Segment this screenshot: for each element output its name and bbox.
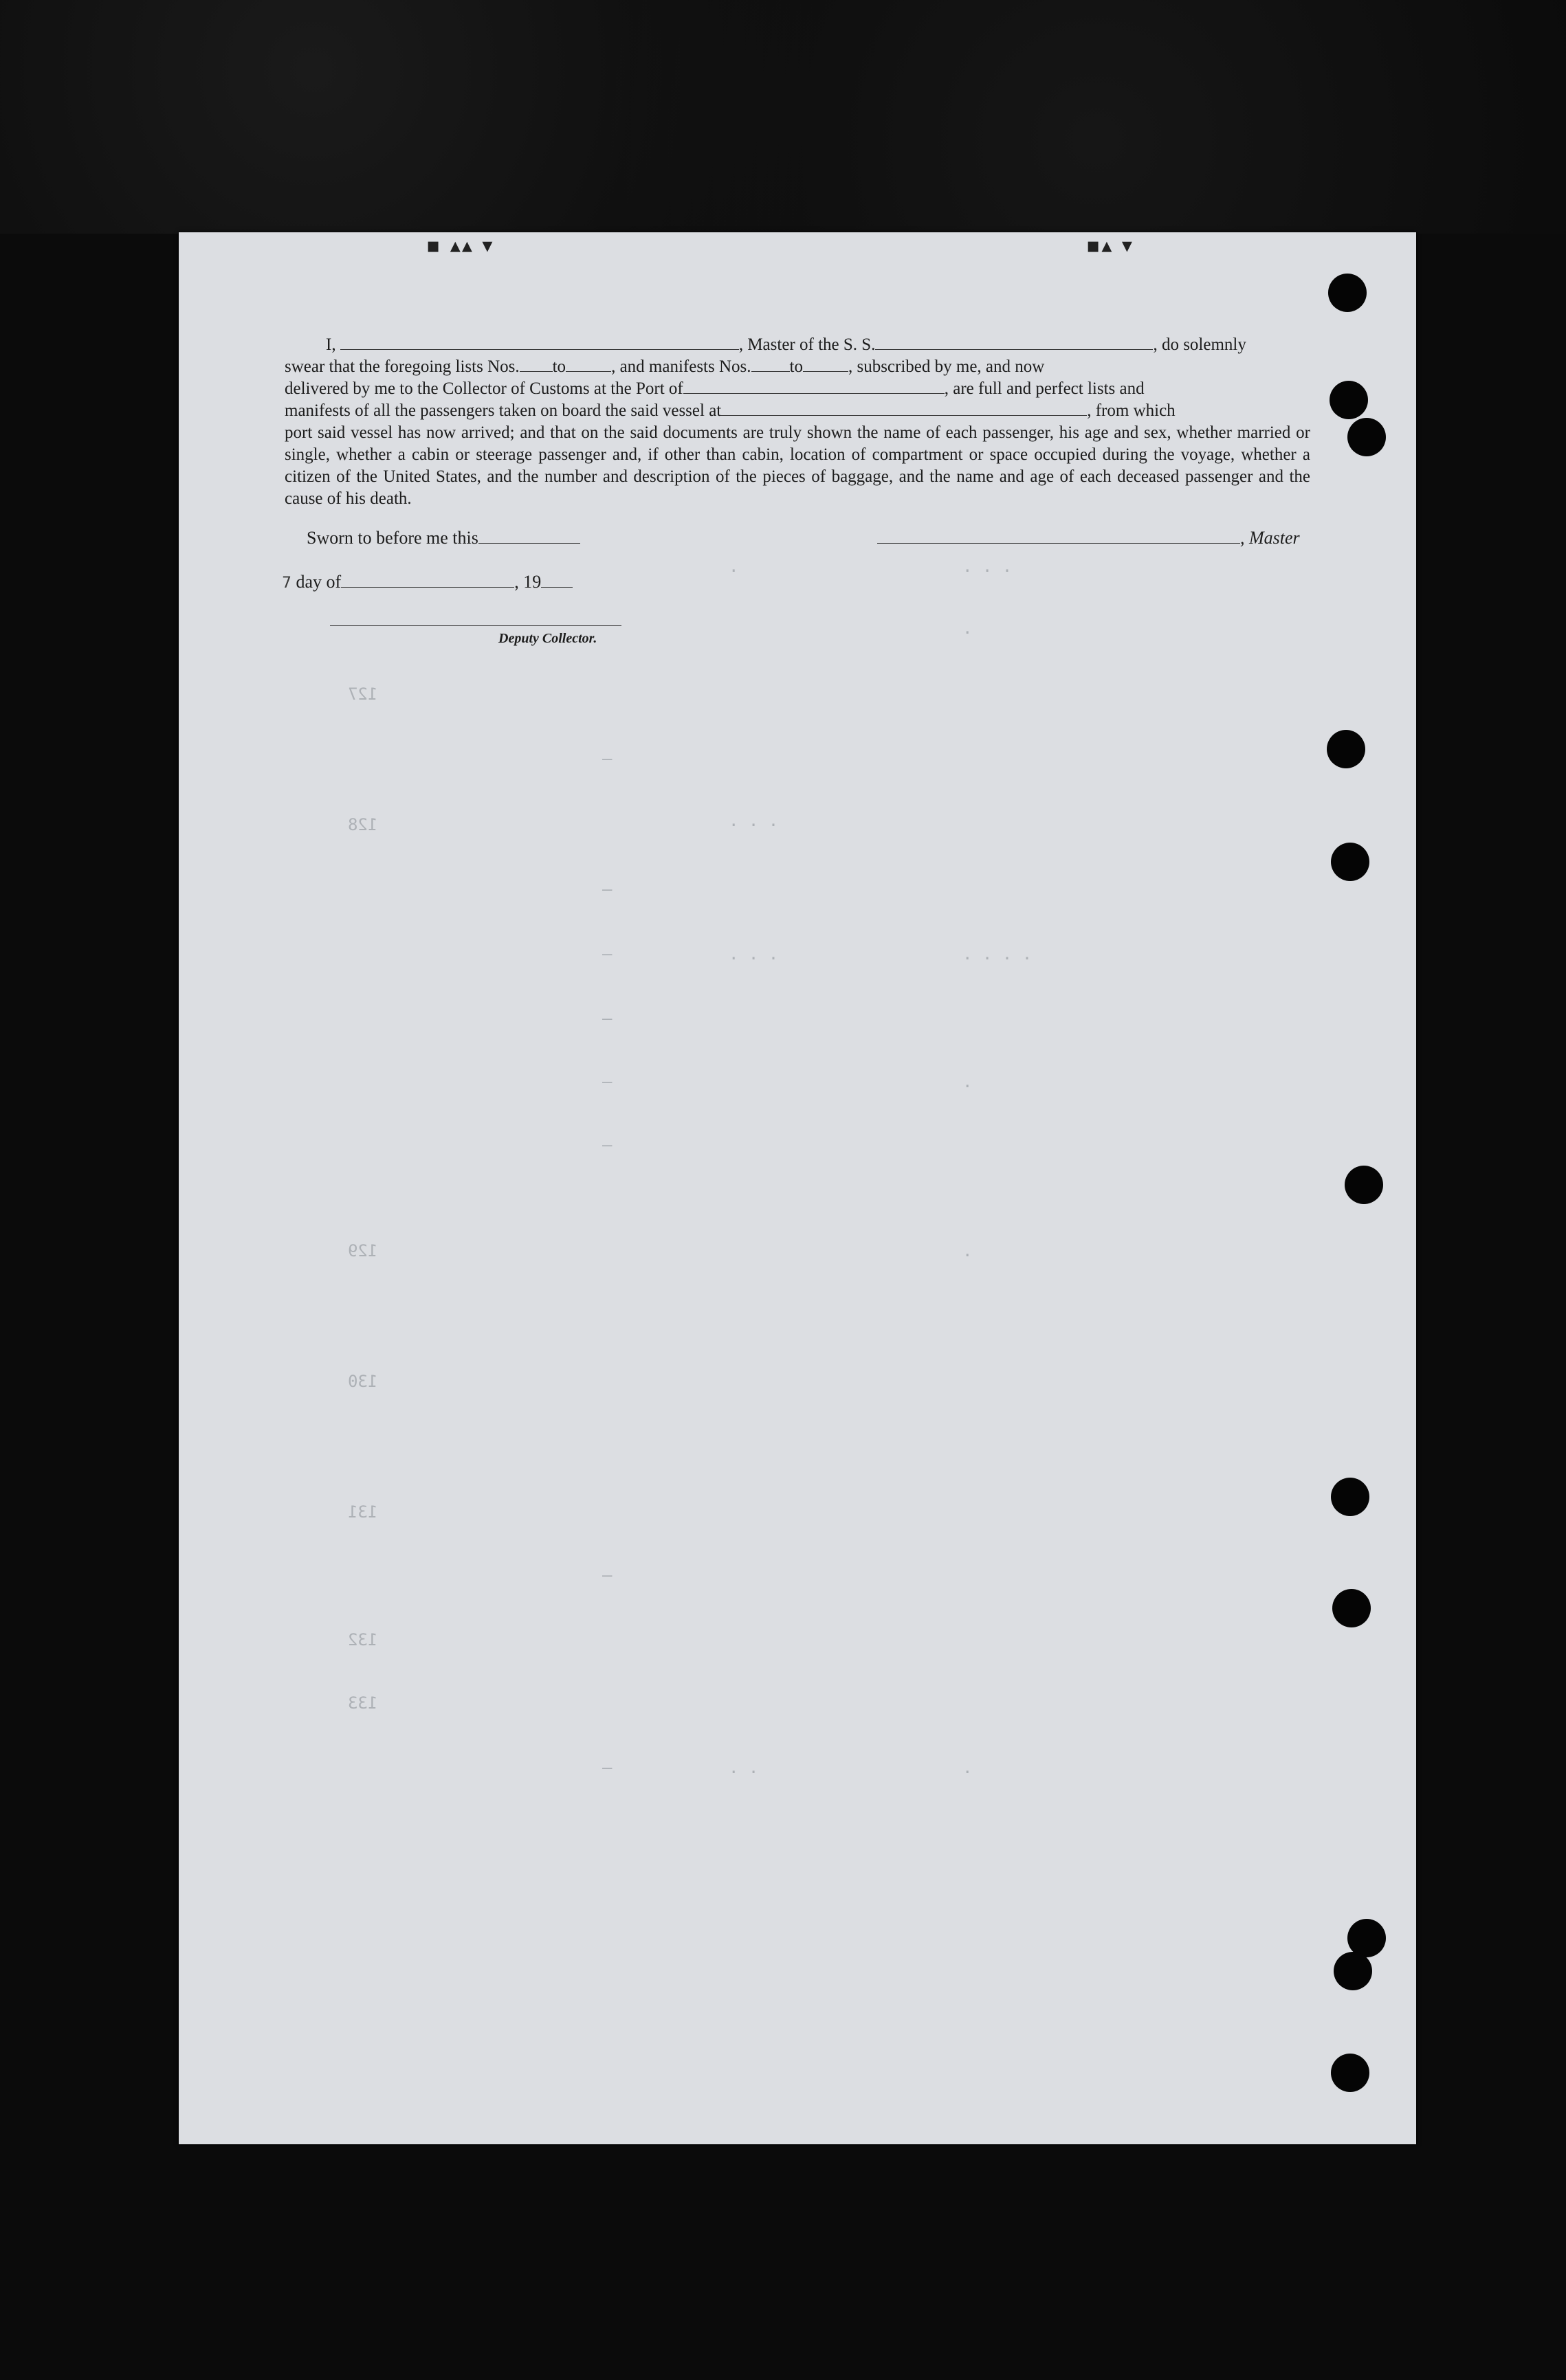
scan-background (0, 0, 1566, 234)
bleed-through-dot: . (962, 1241, 973, 1260)
top-mark-left: ▪ ▴▴ ▾ (426, 234, 494, 258)
year-label: , 19 (514, 572, 542, 592)
oath-line-3 (285, 378, 1310, 400)
sworn-label: Sworn to before me this (307, 528, 478, 548)
month-blank (341, 587, 514, 588)
deputy-collector-label: Deputy Collector. (498, 631, 597, 646)
bleed-through-mark: – (602, 1566, 613, 1585)
master-signature-line (877, 528, 1300, 548)
manifest-from-blank (751, 357, 790, 372)
year-blank (541, 587, 573, 588)
punch-hole (1332, 1589, 1371, 1627)
bleed-through-number: 127 (348, 685, 378, 704)
bleed-through-number: 130 (348, 1372, 378, 1391)
punch-hole (1328, 274, 1367, 312)
deputy-signature-rule (330, 625, 621, 626)
oath-subscribed: , subscribed by me, and now (848, 357, 1045, 376)
punch-hole (1334, 1952, 1372, 1990)
oath-line-4 (285, 400, 1310, 422)
oath-are-full: , are full and perfect lists and (944, 379, 1145, 398)
bleed-through-mark: – (602, 880, 613, 899)
oath-to-1: to (552, 357, 566, 376)
sworn-line (307, 528, 580, 548)
day-margin-mark: 7 (282, 575, 291, 592)
oath-line-2 (285, 356, 1310, 378)
bleed-through-dot: . . (729, 1758, 759, 1777)
punch-hole (1327, 730, 1365, 768)
bleed-through-mark: – (602, 944, 613, 964)
master-name-blank (340, 335, 739, 350)
port-blank (683, 379, 945, 394)
bleed-through-mark: – (602, 749, 613, 768)
departure-port-blank (721, 401, 1087, 416)
oath-line-1 (285, 334, 1310, 356)
bleed-through-number: 128 (348, 815, 378, 834)
oath-to-2: to (789, 357, 803, 376)
bleed-through-number: 133 (348, 1693, 378, 1713)
bleed-through-mark: – (602, 1072, 613, 1091)
bleed-through-dot: . . . (962, 557, 1013, 576)
day-of-label: day of (296, 572, 342, 592)
punch-hole (1330, 381, 1368, 419)
punch-hole (1347, 418, 1386, 456)
master-signature-blank (877, 543, 1240, 544)
bleed-through-dot: . (962, 1072, 973, 1091)
bleed-through-mark: – (602, 1009, 613, 1028)
bleed-through-dot: . . . (729, 944, 779, 964)
punch-hole (1331, 2054, 1369, 2092)
bleed-through-number: 132 (348, 1630, 378, 1649)
day-of-line (282, 572, 573, 592)
document-page (179, 232, 1416, 2144)
bleed-through-dot: . . . . (962, 944, 1033, 964)
master-label: , Master (1240, 528, 1300, 548)
bleed-through-number: 131 (348, 1502, 378, 1522)
list-to-blank (566, 357, 611, 372)
oath-do-solemnly: , do solemnly (1153, 335, 1246, 354)
list-from-blank (520, 357, 553, 372)
oath-swear: swear that the foregoing lists Nos. (285, 357, 520, 376)
ship-name-blank (875, 335, 1153, 350)
bleed-through-number: 129 (348, 1241, 378, 1260)
manifest-to-blank (803, 357, 848, 372)
bleed-through-mark: – (602, 1758, 613, 1777)
punch-hole (1331, 1478, 1369, 1516)
sworn-day-blank (478, 543, 580, 544)
bleed-through-dot: . (962, 619, 973, 638)
oath-paragraph (285, 334, 1310, 510)
bleed-through-dot: . (962, 1758, 973, 1777)
oath-master-of: , Master of the S. S. (738, 335, 876, 354)
oath-delivered: delivered by me to the Collector of Customs at the Port of (285, 379, 683, 398)
punch-hole (1345, 1166, 1383, 1204)
punch-hole (1331, 843, 1369, 881)
oath-body: port said vessel has now arrived; and that on the said documents are truly shown the name of each passenger, his age and sex, whether married or single, whether a cabin or steerage passenger and, if other than cabin, location of compartment or space occupied during the voyage, whether a citizen of the United States, and the number and description of the pieces of baggage, and the name and age of each deceased passenger and the cause of his death. (285, 423, 1310, 508)
top-mark-right: ▪▴ ▾ (1086, 234, 1134, 258)
bleed-through-dot: . (729, 557, 739, 576)
bleed-through-dot: . . . (729, 811, 779, 830)
oath-and-manifests: , and manifests Nos. (611, 357, 751, 376)
bleed-through-mark: – (602, 1135, 613, 1155)
oath-from-which: , from which (1087, 401, 1176, 420)
oath-manifests: manifests of all the passengers taken on board the said vessel at (285, 401, 722, 420)
oath-i: I, (326, 335, 336, 354)
